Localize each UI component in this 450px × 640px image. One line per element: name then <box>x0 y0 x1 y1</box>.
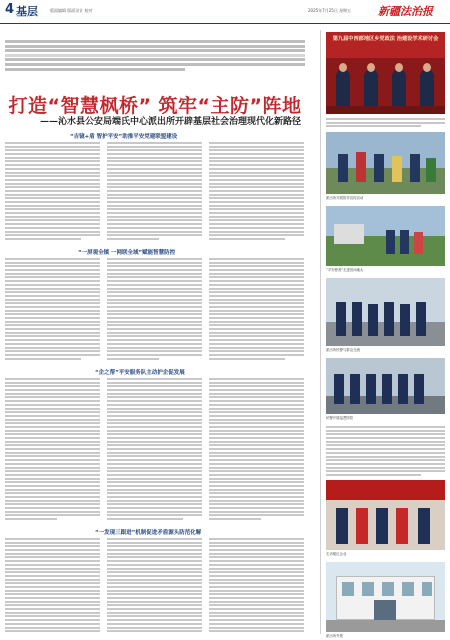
photo-caption-6: 派出所外景 <box>326 634 343 638</box>
photo-caption-5: 走访辖区企业 <box>326 552 347 556</box>
photo-caption-2: “平安使者”走进田间地头 <box>326 268 364 272</box>
masthead-logo: 新疆法治报 <box>378 5 433 18</box>
text-column-4c <box>209 538 304 634</box>
page-number: 4 <box>5 2 15 17</box>
section-heading-2: “一屏观全镇 一网联全域”赋能智慧防控 <box>78 250 176 256</box>
sub-title: ——沁水县公安局端氏中心派出所开辟基层社会治理现代化新路径 <box>40 117 302 127</box>
date-line: 2025年7月25日 星期五 <box>308 8 352 13</box>
patrol-photo <box>326 358 445 414</box>
police-meeting-photo <box>326 278 445 346</box>
section-heading-3: “企之帮”平安服务队主动护企促发展 <box>95 370 185 376</box>
column-divider <box>320 30 321 634</box>
section-heading-1: “吉镜+盾 智护平安”助推平安党建联盟建设 <box>70 134 178 140</box>
text-column-1b <box>107 142 202 242</box>
text-column-4a <box>5 538 100 634</box>
conference-photo <box>326 32 445 114</box>
right-text-block <box>326 426 445 478</box>
text-column-3c <box>209 378 304 522</box>
text-column-3b <box>107 378 202 522</box>
village-photo <box>326 206 445 266</box>
text-column-2c <box>209 258 304 361</box>
text-column-1c <box>209 142 304 242</box>
photo-caption-4: 民警开展巡逻防控 <box>326 416 354 420</box>
photo-caption-1: 派出所开展防诈宣传活动 <box>326 196 364 200</box>
section-heading-4: “一发现三跟进”机制促进矛盾源头防范化解 <box>95 530 202 536</box>
community-photo <box>326 132 445 194</box>
enterprise-photo <box>326 480 445 550</box>
section-name: 基层 <box>16 5 38 18</box>
text-column-2a <box>5 258 100 361</box>
lead-paragraph <box>5 40 305 76</box>
page-header <box>0 0 450 24</box>
text-column-3a <box>5 378 100 522</box>
station-photo <box>326 562 445 632</box>
editor-line: 版面编辑 版面设计 校对 <box>50 8 93 13</box>
text-column-1a <box>5 142 100 242</box>
text-column-4b <box>107 538 202 634</box>
conference-banner: 第九届中西部地区乡党政法 治建设学术研讨会 <box>332 36 439 42</box>
main-title: 打造“智慧枫桥” 筑牢“主防”阵地 <box>8 95 302 117</box>
text-column-2b <box>107 258 202 361</box>
conference-caption <box>326 118 445 129</box>
photo-caption-3: 派出所民警与群众交流 <box>326 348 360 352</box>
